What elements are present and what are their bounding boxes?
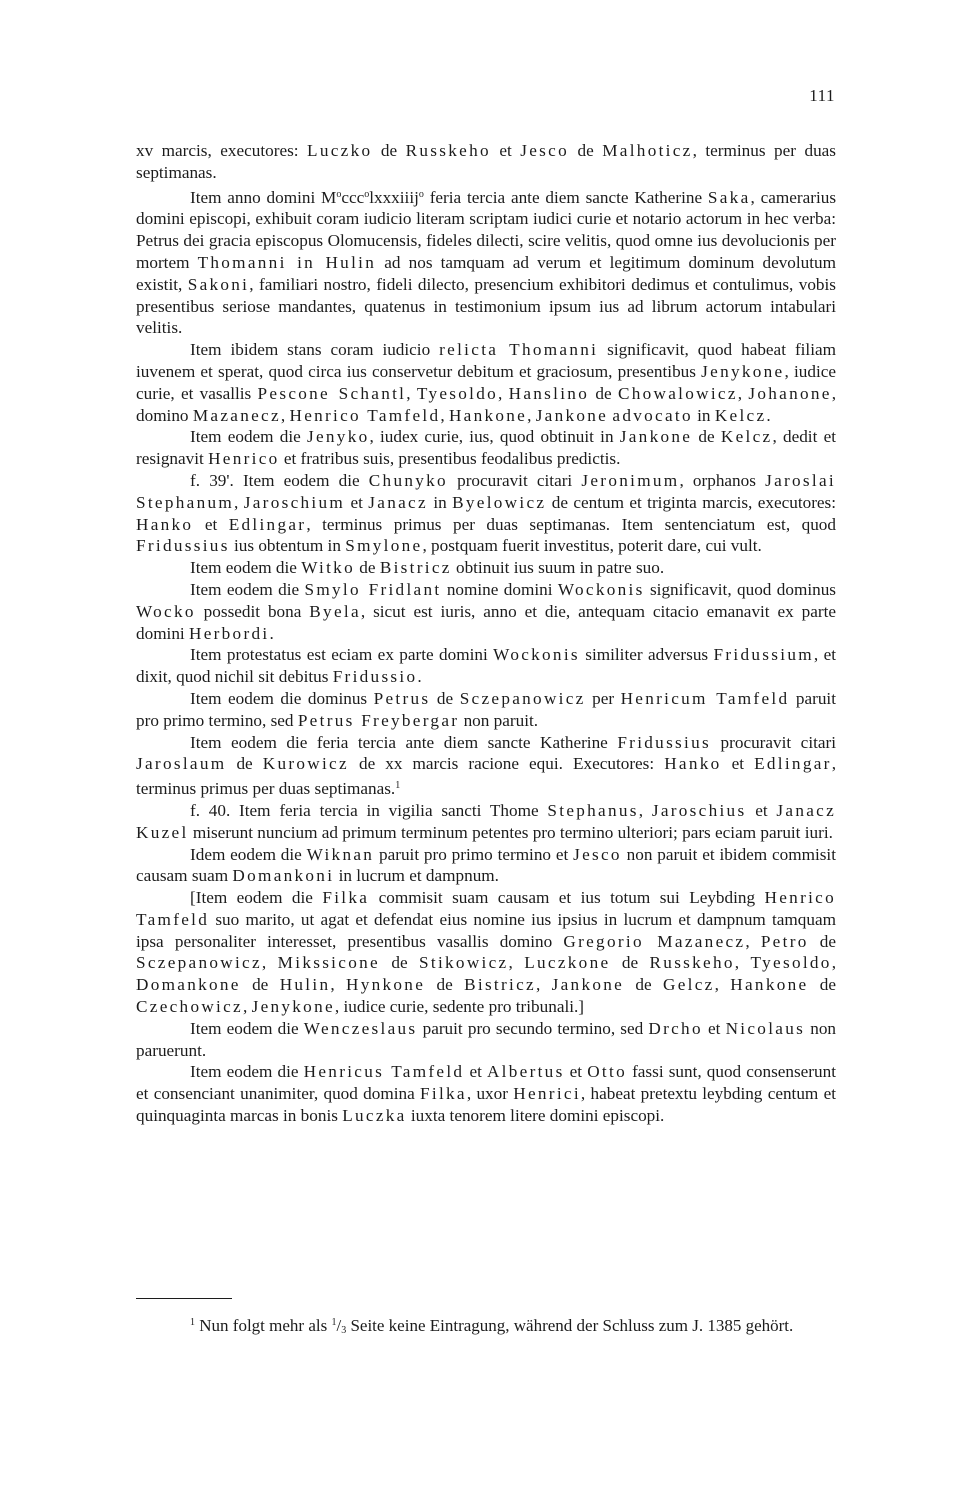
- name-spaced: Czechowicz: [136, 997, 243, 1017]
- name-spaced: Janacz: [368, 492, 428, 512]
- name-spaced: Petrus: [373, 688, 431, 708]
- name-spaced: Albertus: [486, 1062, 565, 1082]
- text-run: , iudice curie, sedente pro tribunali.]: [334, 997, 585, 1017]
- name-spaced: Henrico: [208, 449, 280, 469]
- name-spaced: Saka: [707, 187, 751, 207]
- paragraph: [136, 644, 836, 688]
- footnote: [136, 1312, 836, 1342]
- text-run: , postquam fuerit investitus, poterit dare, cui vult.: [422, 536, 762, 556]
- text-run: , sicut est iuris, anno et die, antequam citacio emanavit ex parte domini: [136, 601, 836, 643]
- name-spaced: Jenykone: [251, 997, 335, 1017]
- name-spaced: Pescone Schantl: [257, 383, 407, 403]
- text-run: iuxta tenorem litere domini episcopi.: [406, 1106, 665, 1126]
- name-spaced: Jeronimum: [581, 470, 680, 490]
- name-spaced: Sczepanowicz: [136, 953, 262, 973]
- superscript: 1: [331, 1317, 337, 1328]
- text-run: , iudex curie, ius, quod obtinuit in: [369, 427, 620, 447]
- text-run: Seite keine Eintragung, während der Schluss zum J. 1385 gehört.: [346, 1316, 794, 1335]
- name-spaced: Chowalowicz: [617, 383, 738, 403]
- text-run: fassi sunt, quod consenserunt et consenciant unanimiter, quod domina: [136, 1062, 836, 1104]
- name-spaced: Gregorio Mazanecz: [563, 931, 746, 951]
- text-run: Item eodem die: [190, 1018, 304, 1038]
- name-spaced: Janacz Kuzel: [136, 800, 837, 842]
- text-run: non paruit.: [459, 710, 539, 730]
- text-run: Item anno domini M: [190, 187, 337, 207]
- text-run: , terminus primus per duas septimanas.: [136, 754, 836, 799]
- superscript: o: [418, 188, 424, 200]
- name-spaced: Jaroschius: [651, 800, 747, 820]
- name-spaced: Nicolaus: [725, 1018, 806, 1038]
- text-run: , uxor: [466, 1084, 514, 1104]
- text-run: possedit bona: [195, 601, 310, 621]
- name-spaced: Tyesoldo: [416, 383, 499, 403]
- text-run: ,: [535, 975, 552, 995]
- text-run: de centum et triginta marcis, executores:: [546, 492, 837, 512]
- text-run: , iudice curie, et vasallis: [136, 361, 836, 403]
- text-run: de: [808, 975, 837, 995]
- text-run: significavit, quod habeat filiam iuvenem et sperat, quod circa ius conservetur debitum et graciosum, presentibus: [136, 340, 836, 381]
- name-spaced: Jankone: [535, 405, 609, 425]
- text-run: ,: [261, 953, 278, 973]
- name-spaced: Otto: [587, 1062, 627, 1082]
- text-run: Item eodem die: [190, 1062, 304, 1082]
- text-run: et: [721, 754, 755, 774]
- name-spaced: Russkeho: [405, 141, 491, 160]
- name-spaced: Fridussius: [617, 732, 712, 752]
- text-run: in: [692, 405, 715, 425]
- name-spaced: Drcho: [648, 1018, 703, 1038]
- text-run: paruit pro secundo termino, sed: [417, 1018, 649, 1038]
- text-run: ,: [734, 953, 751, 973]
- text-run: ,: [638, 800, 652, 820]
- name-spaced: Hanko: [664, 754, 722, 774]
- text-run: ,: [498, 383, 509, 403]
- text-run: Item eodem die dominus: [190, 688, 374, 708]
- text-run: ,: [737, 383, 749, 403]
- name-spaced: Hankone: [448, 405, 528, 425]
- text-run: , terminus per duas septimanas.: [136, 141, 836, 182]
- name-spaced: relicta Thomanni: [439, 340, 599, 360]
- text-run: , et dixit, quod nichil sit debitus: [136, 645, 837, 687]
- subscript: 3: [341, 1325, 347, 1336]
- text-run: Item ibidem stans coram iudicio: [190, 340, 440, 360]
- text-run: ,: [714, 975, 731, 995]
- name-spaced: Smylone: [345, 536, 423, 556]
- text-run: , orphanos: [679, 470, 766, 490]
- name-spaced: Jesco: [573, 844, 622, 864]
- name-spaced: Henricum Tamfeld: [620, 688, 790, 708]
- paragraph: [136, 887, 836, 1018]
- text-run: Item eodem die: [190, 579, 305, 599]
- text-run: , terminus primus per duas septimanas. Item sentenciatum est, quod: [306, 514, 836, 534]
- name-spaced: Luczko: [307, 141, 373, 160]
- name-spaced: Sczepanowicz: [459, 688, 586, 708]
- text-run: paruit pro primo termino et: [374, 844, 574, 864]
- text-run: , domino: [136, 383, 836, 425]
- text-run: per: [585, 688, 621, 708]
- text-run: paruit pro primo termino, sed: [136, 688, 836, 730]
- text-run: ,: [527, 405, 536, 425]
- name-spaced: Witko: [301, 558, 355, 578]
- name-spaced: Russkeho: [649, 953, 735, 973]
- name-spaced: Jenyko: [306, 427, 370, 447]
- name-spaced: Hanko: [136, 514, 194, 534]
- name-spaced: Mazanecz: [192, 405, 281, 425]
- name-spaced: Domankoni: [232, 866, 335, 886]
- text-run: ,: [234, 492, 244, 512]
- name-spaced: Fridussius: [136, 536, 230, 556]
- text-run: de: [610, 953, 650, 973]
- text-run: de xx marcis racione equi. Executores:: [348, 754, 665, 774]
- text-run: ,: [242, 997, 252, 1017]
- name-spaced: Filka: [322, 888, 370, 908]
- text-run: , familiari nostro, fideli dilecto, presencium exhibitori dedimus et contulimus, vobis presentibus seriose mandantes, quatenus in testimonium ipsum ius ad librum actorum intabulari velitis.: [136, 274, 836, 338]
- text-run: non paruerunt.: [136, 1018, 837, 1060]
- text-run: Item protestatus est eciam ex parte domini: [190, 645, 494, 665]
- text-run: suo marito, ut agat et defendat eius nomine ius ipsius in lucrum et dampnum tamquam ipsa personaliter interesset, presentibus vasallis domino: [136, 909, 836, 951]
- text-run: de: [372, 141, 406, 160]
- page-number: 111: [809, 86, 835, 105]
- name-spaced: Henrico Tamfeld: [136, 888, 836, 929]
- name-spaced: Jankone: [551, 975, 625, 995]
- text-run: , habeat pretextu leybding centum et quinquaginta marcas in bonis: [136, 1084, 836, 1126]
- text-run: miserunt nuncium ad primum terminum petentes pro termino ulteriori; pars eciam paruit iuri.: [188, 822, 833, 842]
- paragraph: [136, 184, 836, 340]
- paragraph: [136, 1061, 836, 1126]
- name-spaced: Edlingar: [754, 754, 832, 774]
- paragraph: [136, 470, 836, 557]
- text-run: et: [746, 800, 777, 820]
- text-run: ,: [831, 953, 836, 973]
- text-run: feria tercia ante diem sancte Katherine: [423, 187, 708, 207]
- name-spaced: Smylo Fridlant: [304, 579, 442, 599]
- text-run: /: [336, 1316, 342, 1335]
- name-spaced: Bistricz: [464, 975, 536, 995]
- text-run: Item eodem die feria tercia ante diem sancte Katherine: [190, 732, 618, 752]
- name-spaced: Gelcz: [663, 975, 715, 995]
- name-spaced: Jaroslaum: [136, 754, 227, 774]
- text-run: ,: [330, 975, 347, 995]
- text-run: et: [490, 141, 521, 160]
- name-spaced: Malhoticz: [602, 141, 693, 160]
- text-run: .: [269, 623, 274, 643]
- text-run: , camerarius domini episcopi, exhibuit coram iudicio literam scriptam iudici curie et notario actorum in hec verba: Petrus dei gracia episcopus Olomucensis, fideles dilecti, scire velitis, quod omne ius devolucionis per mortem: [136, 187, 837, 272]
- text-run: de: [240, 975, 280, 995]
- text-run: obtinuit ius suum in patre suo.: [451, 558, 665, 578]
- text-run: et: [564, 1062, 588, 1082]
- name-spaced: Petrus Freybergar: [297, 710, 460, 730]
- text-run: .: [766, 405, 771, 425]
- text-run: , dedit et resignavit: [136, 427, 836, 469]
- name-spaced: Hynkone: [346, 975, 426, 995]
- text-run: xv marcis, executores:: [136, 141, 308, 160]
- name-spaced: Herbordi: [189, 623, 270, 643]
- name-spaced: Wocko: [136, 601, 196, 621]
- name-spaced: Edlingar: [228, 514, 307, 534]
- name-spaced: Domankone: [136, 975, 241, 995]
- name-spaced: Wiknan: [306, 844, 375, 864]
- text-run: ,: [508, 953, 525, 973]
- paragraph: [136, 844, 836, 888]
- name-spaced: Johanone: [748, 383, 832, 403]
- paragraph: [136, 426, 836, 470]
- name-spaced: Wockonis: [493, 645, 580, 665]
- name-spaced: Jenykone: [701, 361, 785, 381]
- text-run: non paruit et ibidem commisit causam suam: [136, 844, 836, 886]
- text-run: et: [702, 1018, 726, 1038]
- paragraph: [136, 800, 836, 844]
- text-run: et: [345, 492, 369, 512]
- name-spaced: Hanslino: [508, 383, 590, 403]
- text-run: ,: [745, 931, 761, 951]
- text-run: de: [226, 754, 263, 774]
- text-run: de: [569, 141, 603, 160]
- paragraph: [136, 339, 836, 426]
- name-spaced: Byela: [309, 601, 361, 621]
- text-run: ,: [440, 405, 449, 425]
- text-run: in lucrum et dampnum.: [334, 866, 499, 886]
- text-run: .: [417, 667, 422, 687]
- text-run: de: [354, 558, 380, 578]
- text-run: et: [193, 514, 229, 534]
- name-spaced: Henrici: [513, 1084, 581, 1104]
- text-run: ccc: [341, 187, 365, 207]
- name-spaced: Fridussio: [332, 667, 418, 687]
- text-run: de: [430, 688, 460, 708]
- text-run: Item eodem die: [190, 558, 302, 578]
- paragraph: [136, 732, 836, 800]
- superscript: 1: [395, 780, 401, 792]
- name-spaced: Tyesoldo: [750, 953, 832, 973]
- name-spaced: Wenczeslaus: [303, 1018, 418, 1038]
- name-spaced: Jaroschium: [243, 492, 346, 512]
- name-spaced: Luczkone: [524, 953, 611, 973]
- text-run: Nun folgt mehr als: [195, 1316, 332, 1335]
- footnote-divider: [136, 1298, 232, 1299]
- name-spaced: Byelowicz: [452, 492, 547, 512]
- paragraph: [136, 688, 836, 732]
- name-spaced: Wockonis: [557, 579, 645, 599]
- text-run: f. 40. Item feria tercia in vigilia sancti Thome: [190, 800, 548, 820]
- name-spaced: Mikssicone: [277, 953, 380, 973]
- text-run: et: [464, 1062, 487, 1082]
- text-run: commisit suam causam et ius totum sui Leybding: [369, 888, 765, 908]
- name-spaced: advocato: [612, 405, 693, 425]
- name-spaced: Fridussium: [713, 645, 814, 665]
- text-run: in: [427, 492, 453, 512]
- text-run: [Item eodem die: [190, 888, 323, 908]
- text-run: ius obtentum in: [229, 536, 346, 556]
- name-spaced: Chunyko: [368, 470, 448, 490]
- text-run: de: [379, 953, 420, 973]
- name-spaced: Thomanni in Hulin: [197, 252, 377, 272]
- text-run: significavit, quod dominus: [644, 579, 836, 599]
- text-run: Idem eodem die: [190, 844, 307, 864]
- main-text: [136, 140, 836, 1127]
- text-run: f. 39'. Item eodem die: [190, 470, 369, 490]
- superscript: 1: [190, 1317, 195, 1328]
- superscript: o: [364, 188, 370, 200]
- text-run: procuravit citari: [711, 732, 836, 752]
- text-run: ,: [406, 383, 417, 403]
- text-run: de: [589, 383, 618, 403]
- name-spaced: Bistricz: [379, 558, 452, 578]
- text-run: ad nos tamquam ad verum et legitimum dominum devolutum existit,: [136, 252, 836, 294]
- superscript: o: [336, 188, 342, 200]
- name-spaced: Luczka: [342, 1106, 407, 1126]
- text-run: nomine domini: [441, 579, 558, 599]
- name-spaced: Jaroslai Stephanum: [136, 470, 836, 512]
- name-spaced: Hulin: [279, 975, 331, 995]
- paragraph: [136, 557, 836, 579]
- name-spaced: Filka: [420, 1084, 467, 1104]
- text-run: procuravit citari: [447, 470, 582, 490]
- text-run: lxxxiiij: [369, 187, 419, 207]
- paragraph: [136, 140, 836, 184]
- text-run: et fratribus suis, presentibus feodalibus predictis.: [279, 449, 621, 469]
- text-run: de: [692, 427, 721, 447]
- name-spaced: Henrico Tamfeld: [289, 405, 441, 425]
- name-spaced: Kurowicz: [262, 754, 349, 774]
- text-run: de: [425, 975, 465, 995]
- text-run: ,: [280, 405, 290, 425]
- name-spaced: Sakoni: [187, 274, 250, 294]
- name-spaced: Kelcz: [720, 427, 773, 447]
- name-spaced: Petro: [760, 931, 809, 951]
- text-run: de: [808, 931, 836, 951]
- name-spaced: Kelcz: [714, 405, 767, 425]
- name-spaced: Stephanus: [547, 800, 639, 820]
- name-spaced: Henricus Tamfeld: [303, 1062, 465, 1082]
- text-run: similiter adversus: [579, 645, 714, 665]
- text-run: de: [624, 975, 664, 995]
- paragraph: [136, 1018, 836, 1062]
- name-spaced: Hankone: [730, 975, 809, 995]
- name-spaced: Jankone: [619, 427, 693, 447]
- name-spaced: Jesco: [520, 141, 569, 160]
- paragraph: [136, 579, 836, 644]
- text-run: Item eodem die: [190, 427, 307, 447]
- name-spaced: Stikowicz: [419, 953, 509, 973]
